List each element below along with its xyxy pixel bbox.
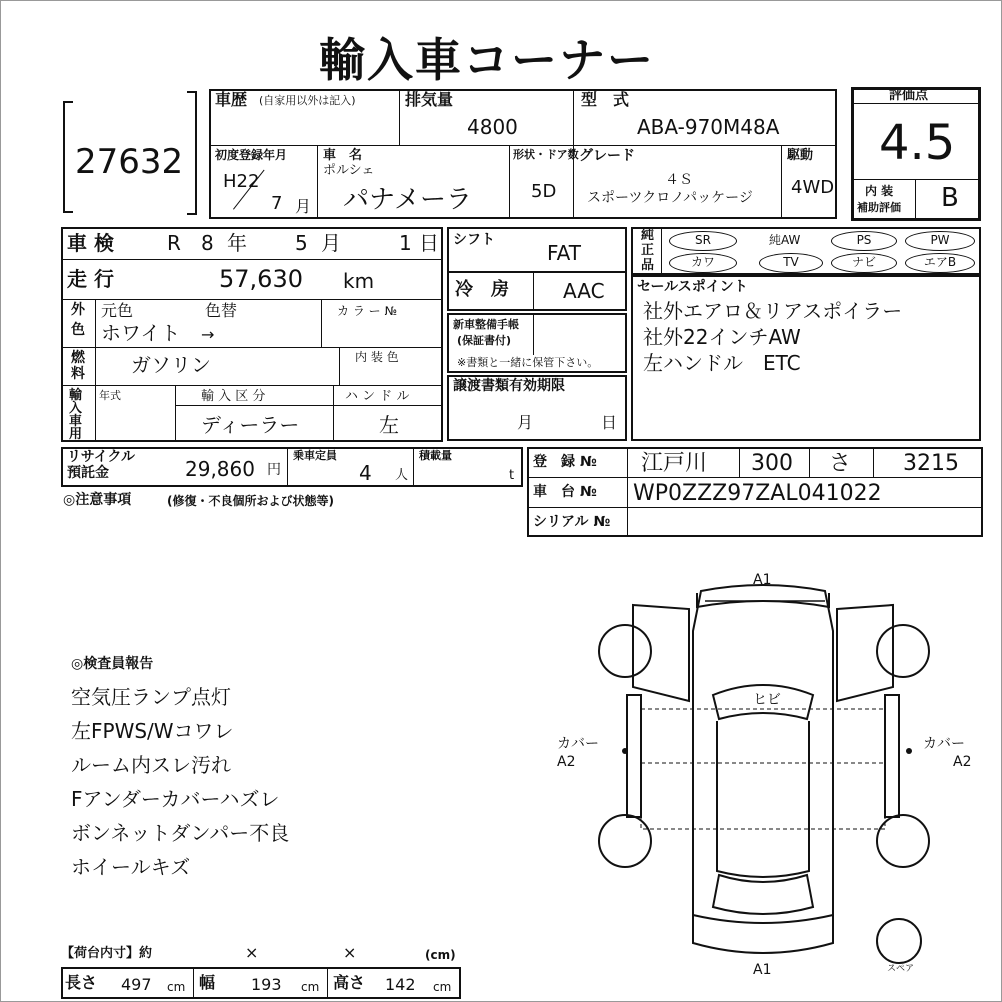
first-registration-label: 初度登録年月	[215, 148, 288, 162]
diagram-front-mark: A1	[753, 572, 772, 588]
spare-wheel	[877, 919, 921, 963]
sales-point-line: 社外22インチAW	[643, 325, 801, 349]
notice-label: ◎注意事項	[63, 492, 132, 508]
history-note: (自家用以外は記入)	[259, 94, 356, 107]
car-diagram	[541, 571, 981, 981]
report-line: ボンネットダンパー不良	[71, 821, 290, 845]
capacity-label: 乗車定員	[293, 449, 337, 462]
diagram-windshield-note: ヒビ	[753, 692, 781, 708]
model-type-value: ABA-970M48A	[637, 115, 780, 139]
left-doors	[627, 695, 641, 817]
interior-label-2: 補助評価	[857, 201, 901, 214]
color-code-label: カ ラ ー №	[337, 304, 397, 318]
car-name: パナメーラ	[343, 185, 472, 215]
body-doors-value: 5D	[531, 181, 557, 202]
fuel-side-label-1: 燃	[71, 350, 85, 366]
equipment-tv: TV	[759, 253, 823, 273]
mileage-value: 57,630	[219, 265, 303, 293]
recycle-value: 29,860	[185, 457, 255, 481]
inspection-era: R	[167, 231, 181, 255]
sales-point-line: 左ハンドル ETC	[643, 351, 801, 375]
length-unit: cm	[167, 980, 186, 994]
import-class-label: 輸 入 区 分	[201, 389, 266, 404]
report-line: ルーム内スレ汚れ	[71, 753, 231, 777]
load-label: 積載量	[419, 449, 452, 462]
seat-outline	[641, 709, 885, 829]
grade-line-2: スポーツクロノパッケージ	[587, 190, 753, 206]
length-value: 497	[121, 975, 152, 994]
capacity-unit: 人	[395, 468, 409, 483]
load-unit: t	[509, 468, 515, 483]
sales-points-label: セールスポイント	[637, 279, 748, 295]
displacement-label: 排気量	[405, 90, 454, 109]
handle-label: ハ ン ド ル	[345, 389, 410, 404]
dimensions-cm-label: (cm)	[425, 948, 456, 962]
dimensions-header: 【荷台内寸】約	[61, 946, 153, 961]
wheel-front-right	[877, 625, 929, 677]
inspection-label: 車 検	[67, 231, 114, 255]
fuel-side-label-2: 料	[71, 366, 85, 382]
chassis-number: WP0ZZZ97ZAL041022	[633, 481, 882, 506]
shift-label: シフト	[453, 232, 495, 248]
maintenance-note: ※書類と一緒に保管下さい。	[457, 356, 599, 369]
length-label: 長さ	[65, 973, 98, 992]
import-year-label: 年式	[99, 389, 121, 402]
notice-note: (修復・不良個所および状態等)	[167, 494, 334, 508]
diagram-spare-label: スペア	[887, 964, 915, 974]
mileage-label: 走 行	[67, 267, 114, 291]
equipment-genuine-aw: 純AW	[769, 233, 801, 247]
width-unit: cm	[301, 980, 320, 994]
inspection-year: 8	[201, 231, 214, 255]
transfer-docs-month-unit: 月	[517, 413, 534, 432]
recycle-unit: 円	[267, 462, 281, 478]
equipment-leather: カワ	[669, 253, 737, 273]
inspection-month: 5	[295, 231, 308, 255]
inspection-month-unit: 月	[321, 231, 341, 255]
capacity-value: 4	[359, 461, 372, 485]
car-name-label: 車 名	[323, 148, 363, 163]
height-value: 142	[385, 975, 416, 994]
shift-value: FAT	[547, 241, 582, 265]
report-line: Fアンダーカバーハズレ	[71, 787, 280, 811]
first-registration-month-unit: 月	[295, 197, 312, 216]
height-unit: cm	[433, 980, 452, 994]
height-label: 高さ	[333, 973, 366, 992]
maintenance-label-2: (保証書付)	[457, 334, 512, 347]
equipment-side-label-2: 正	[641, 243, 655, 258]
rear-window	[713, 875, 813, 914]
diagram-left-note: カバー	[557, 736, 599, 752]
equipment-pw: PW	[905, 231, 975, 251]
sales-point-line: 社外エアロ＆リアスポイラー	[643, 299, 903, 323]
diagram-right-mark: A2	[953, 754, 972, 770]
width-label: 幅	[199, 973, 216, 992]
report-line: ホイールキズ	[71, 855, 191, 879]
body-doors-label: 形状・ドア数	[513, 148, 579, 161]
color-side-label-2: 色	[71, 322, 85, 338]
first-registration-month: 7	[271, 193, 283, 214]
wheel-rear-left	[599, 815, 651, 867]
serial-label: シリアル №	[533, 514, 611, 530]
transfer-docs-label: 譲渡書類有効期限	[453, 378, 565, 394]
damage-dot-left	[622, 748, 628, 754]
dimensions-times-2: ×	[343, 943, 357, 962]
registration-label: 登 録 №	[533, 454, 597, 470]
inspection-year-unit: 年	[227, 231, 247, 255]
import-class-value: ディーラー	[201, 413, 300, 437]
registration-class: 300	[751, 451, 793, 476]
diagram-left-mark: A2	[557, 754, 576, 770]
registration-number: 3215	[903, 451, 959, 476]
report-line: 左FPWS/Wコワレ	[71, 719, 234, 743]
width-value: 193	[251, 975, 282, 994]
drive-label: 駆動	[787, 148, 814, 163]
inspector-report-label: ◎検査員報告	[71, 656, 154, 672]
drive-value: 4WD	[791, 177, 835, 198]
transfer-docs-day-unit: 日	[601, 413, 618, 432]
chassis-label: 車 台 №	[533, 484, 597, 500]
rear-bumper	[693, 915, 833, 923]
history-label: 車歴	[215, 90, 248, 109]
diagram-right-note: カバー	[923, 736, 965, 752]
maintenance-label-1: 新車整備手帳	[453, 318, 519, 331]
rating-value: 4.5	[879, 115, 956, 171]
color-side-label-1: 外	[71, 302, 85, 318]
left-wing	[633, 605, 689, 701]
original-color-label: 元色	[101, 301, 134, 320]
equipment-navi: ナビ	[831, 253, 897, 273]
color-value: ホワイト	[101, 321, 181, 345]
page-title: 輸入車コーナー	[319, 33, 655, 87]
registration-area: 江戸川	[641, 451, 708, 476]
rating-label: 評価点	[889, 88, 929, 103]
right-doors	[885, 695, 899, 817]
equipment-side-label-1: 純	[641, 228, 655, 243]
color-arrow: →	[201, 325, 215, 344]
right-wing	[837, 605, 893, 701]
lot-bracket-right	[187, 91, 197, 215]
mileage-unit: km	[343, 269, 375, 293]
dimensions-times-1: ×	[245, 943, 259, 962]
equipment-sr: SR	[669, 231, 737, 251]
interior-color-label: 内 装 色	[355, 350, 399, 364]
damage-dot-right	[906, 748, 912, 754]
interior-label-1: 内 装	[865, 184, 894, 198]
inspection-day-unit: 日	[419, 231, 439, 255]
import-side-label: 輸入車用	[69, 388, 83, 442]
grade-line-1: ４Ｓ	[665, 172, 693, 188]
cabin	[717, 721, 809, 877]
model-type-label: 型 式	[581, 90, 630, 109]
recycle-label-2: 預託金	[67, 465, 109, 481]
lot-number: 27632	[75, 142, 184, 182]
ac-value: AAC	[563, 279, 605, 303]
ac-label: 冷 房	[455, 279, 509, 300]
report-line: 空気圧ランプ点灯	[71, 685, 231, 709]
grade-label: グレード	[579, 148, 635, 164]
diagram-rear-mark: A1	[753, 962, 772, 978]
handle-value: 左	[379, 413, 399, 437]
equipment-airbag: エアB	[905, 253, 975, 273]
car-maker: ポルシェ	[323, 163, 375, 178]
registration-kana: さ	[829, 451, 852, 476]
equipment-ps: PS	[831, 231, 897, 251]
changed-color-label: 色替	[205, 301, 238, 320]
interior-rating-value: B	[941, 183, 959, 213]
wheel-front-left	[599, 625, 651, 677]
equipment-side-label-3: 品	[641, 258, 655, 273]
inspection-day: 1	[399, 231, 412, 255]
recycle-label-1: リサイクル	[67, 449, 136, 465]
displacement-value: 4800	[467, 115, 518, 139]
fuel-value: ガソリン	[131, 353, 211, 377]
front-bumper	[697, 593, 829, 607]
first-registration-year: H22	[223, 171, 260, 192]
lot-bracket-left	[63, 101, 73, 213]
